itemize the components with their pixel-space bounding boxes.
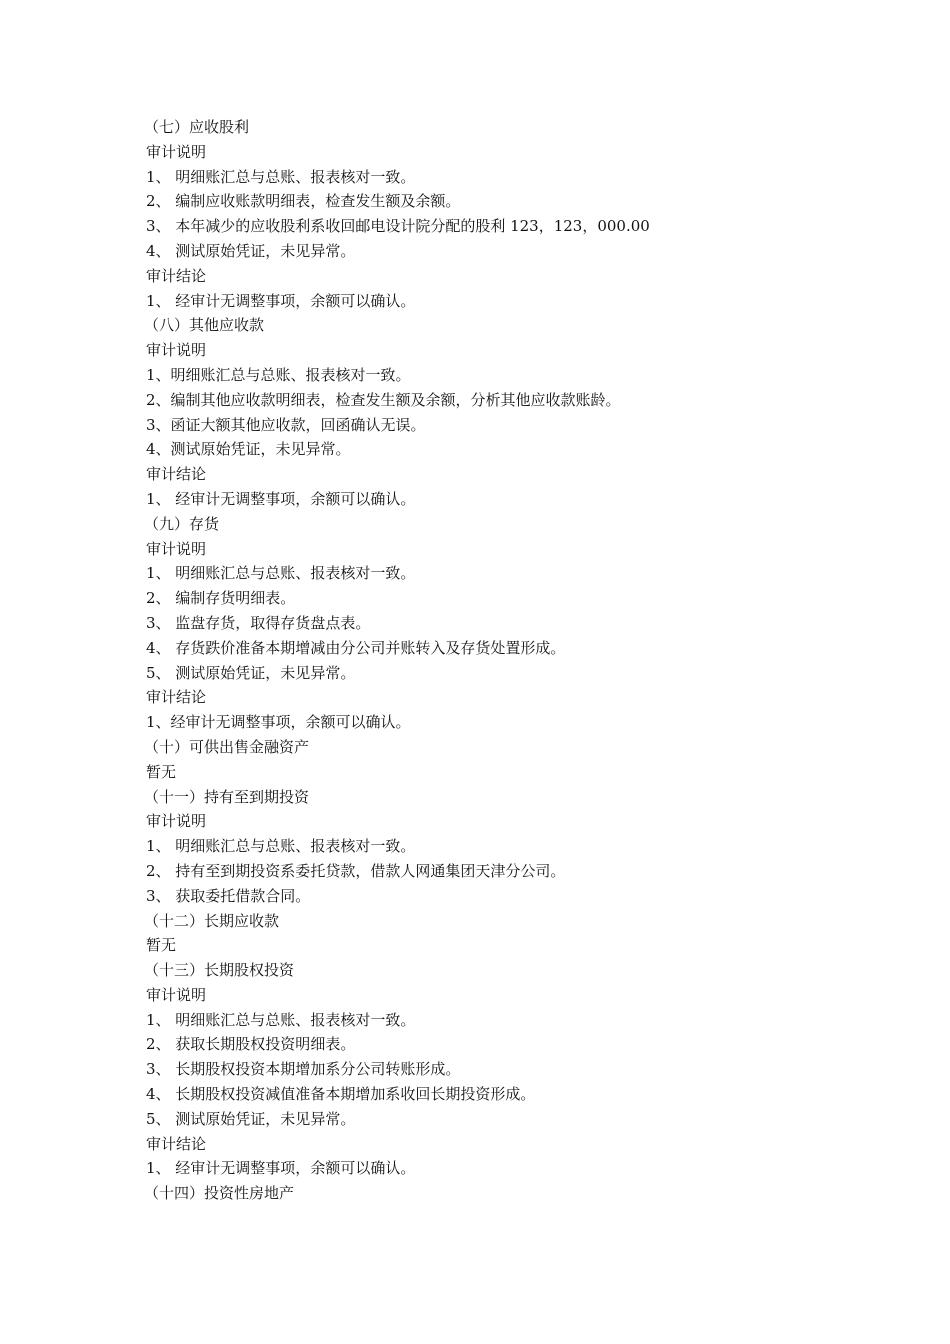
subsection-label: 审计结论 [146,688,207,707]
list-item: 4、 存货跌价准备本期增减由分公司并账转入及存货处置形成。 [146,638,566,657]
section-heading: （十一）持有至到期投资 [144,787,310,806]
list-item: 3、 本年减少的应收股利系收回邮电设计院分配的股利 123，123，000.00 [146,217,650,236]
list-item: 4、 长期股权投资减值准备本期增加系收回长期投资形成。 [146,1085,536,1104]
subsection-label: 审计说明 [146,985,207,1004]
list-item: 3、 长期股权投资本期增加系分公司转账形成。 [146,1060,461,1079]
list-item: 1、 明细账汇总与总账、报表核对一致。 [146,564,416,583]
document-body [146,115,906,1206]
list-item: 1、 明细账汇总与总账、报表核对一致。 [146,1010,416,1029]
subsection-label: 审计说明 [146,812,207,831]
list-item: 3、 监盘存货，取得存货盘点表。 [146,613,371,632]
subsection-label: 审计结论 [146,266,207,285]
section-heading: （十二）长期应收款 [144,911,280,930]
list-item: 2、 持有至到期投资系委托贷款，借款人网通集团天津分公司。 [146,861,566,880]
list-item: 5、 测试原始凭证，未见异常。 [146,663,356,682]
list-item: 1、 明细账汇总与总账、报表核对一致。 [146,837,416,856]
list-item: 1、 经审计无调整事项，余额可以确认。 [146,1159,416,1178]
list-item: 2、 获取长期股权投资明细表。 [146,1035,356,1054]
section-heading: （十三）长期股权投资 [144,961,295,980]
list-item: 1、 明细账汇总与总账、报表核对一致。 [146,167,416,186]
subsection-label: 审计结论 [146,1134,207,1153]
list-item: 1、 经审计无调整事项，余额可以确认。 [146,291,416,310]
section-heading: （十四）投资性房地产 [144,1184,295,1203]
list-item: 5、 测试原始凭证，未见异常。 [146,1109,356,1128]
list-item: 3、函证大额其他应收款，回函确认无误。 [146,415,426,434]
list-item: 1、经审计无调整事项，余额可以确认。 [146,713,411,732]
subsection-label: 审计说明 [146,539,207,558]
subsection-label: 暂无 [146,762,177,781]
list-item: 4、测试原始凭证，未见异常。 [146,440,351,459]
section-heading: （七）应收股利 [144,118,250,136]
list-item: 2、 编制存货明细表。 [146,589,296,608]
section-heading: （九）存货 [144,514,220,533]
subsection-label: 审计说明 [146,341,207,360]
list-item: 4、 测试原始凭证，未见异常。 [146,241,356,260]
subsection-label: 暂无 [146,936,177,955]
section-heading: （十）可供出售金融资产 [144,737,310,756]
section-heading: （八）其他应收款 [144,316,265,335]
list-item: 1、明细账汇总与总账、报表核对一致。 [146,365,411,384]
list-item: 1、 经审计无调整事项，余额可以确认。 [146,489,416,508]
subsection-label: 审计说明 [146,142,207,161]
list-item: 2、编制其他应收款明细表，检查发生额及余额，分析其他应收款账龄。 [146,390,621,409]
list-item: 2、 编制应收账款明细表，检查发生额及余额。 [146,192,461,211]
subsection-label: 审计结论 [146,465,207,484]
list-item: 3、 获取委托借款合同。 [146,886,311,905]
